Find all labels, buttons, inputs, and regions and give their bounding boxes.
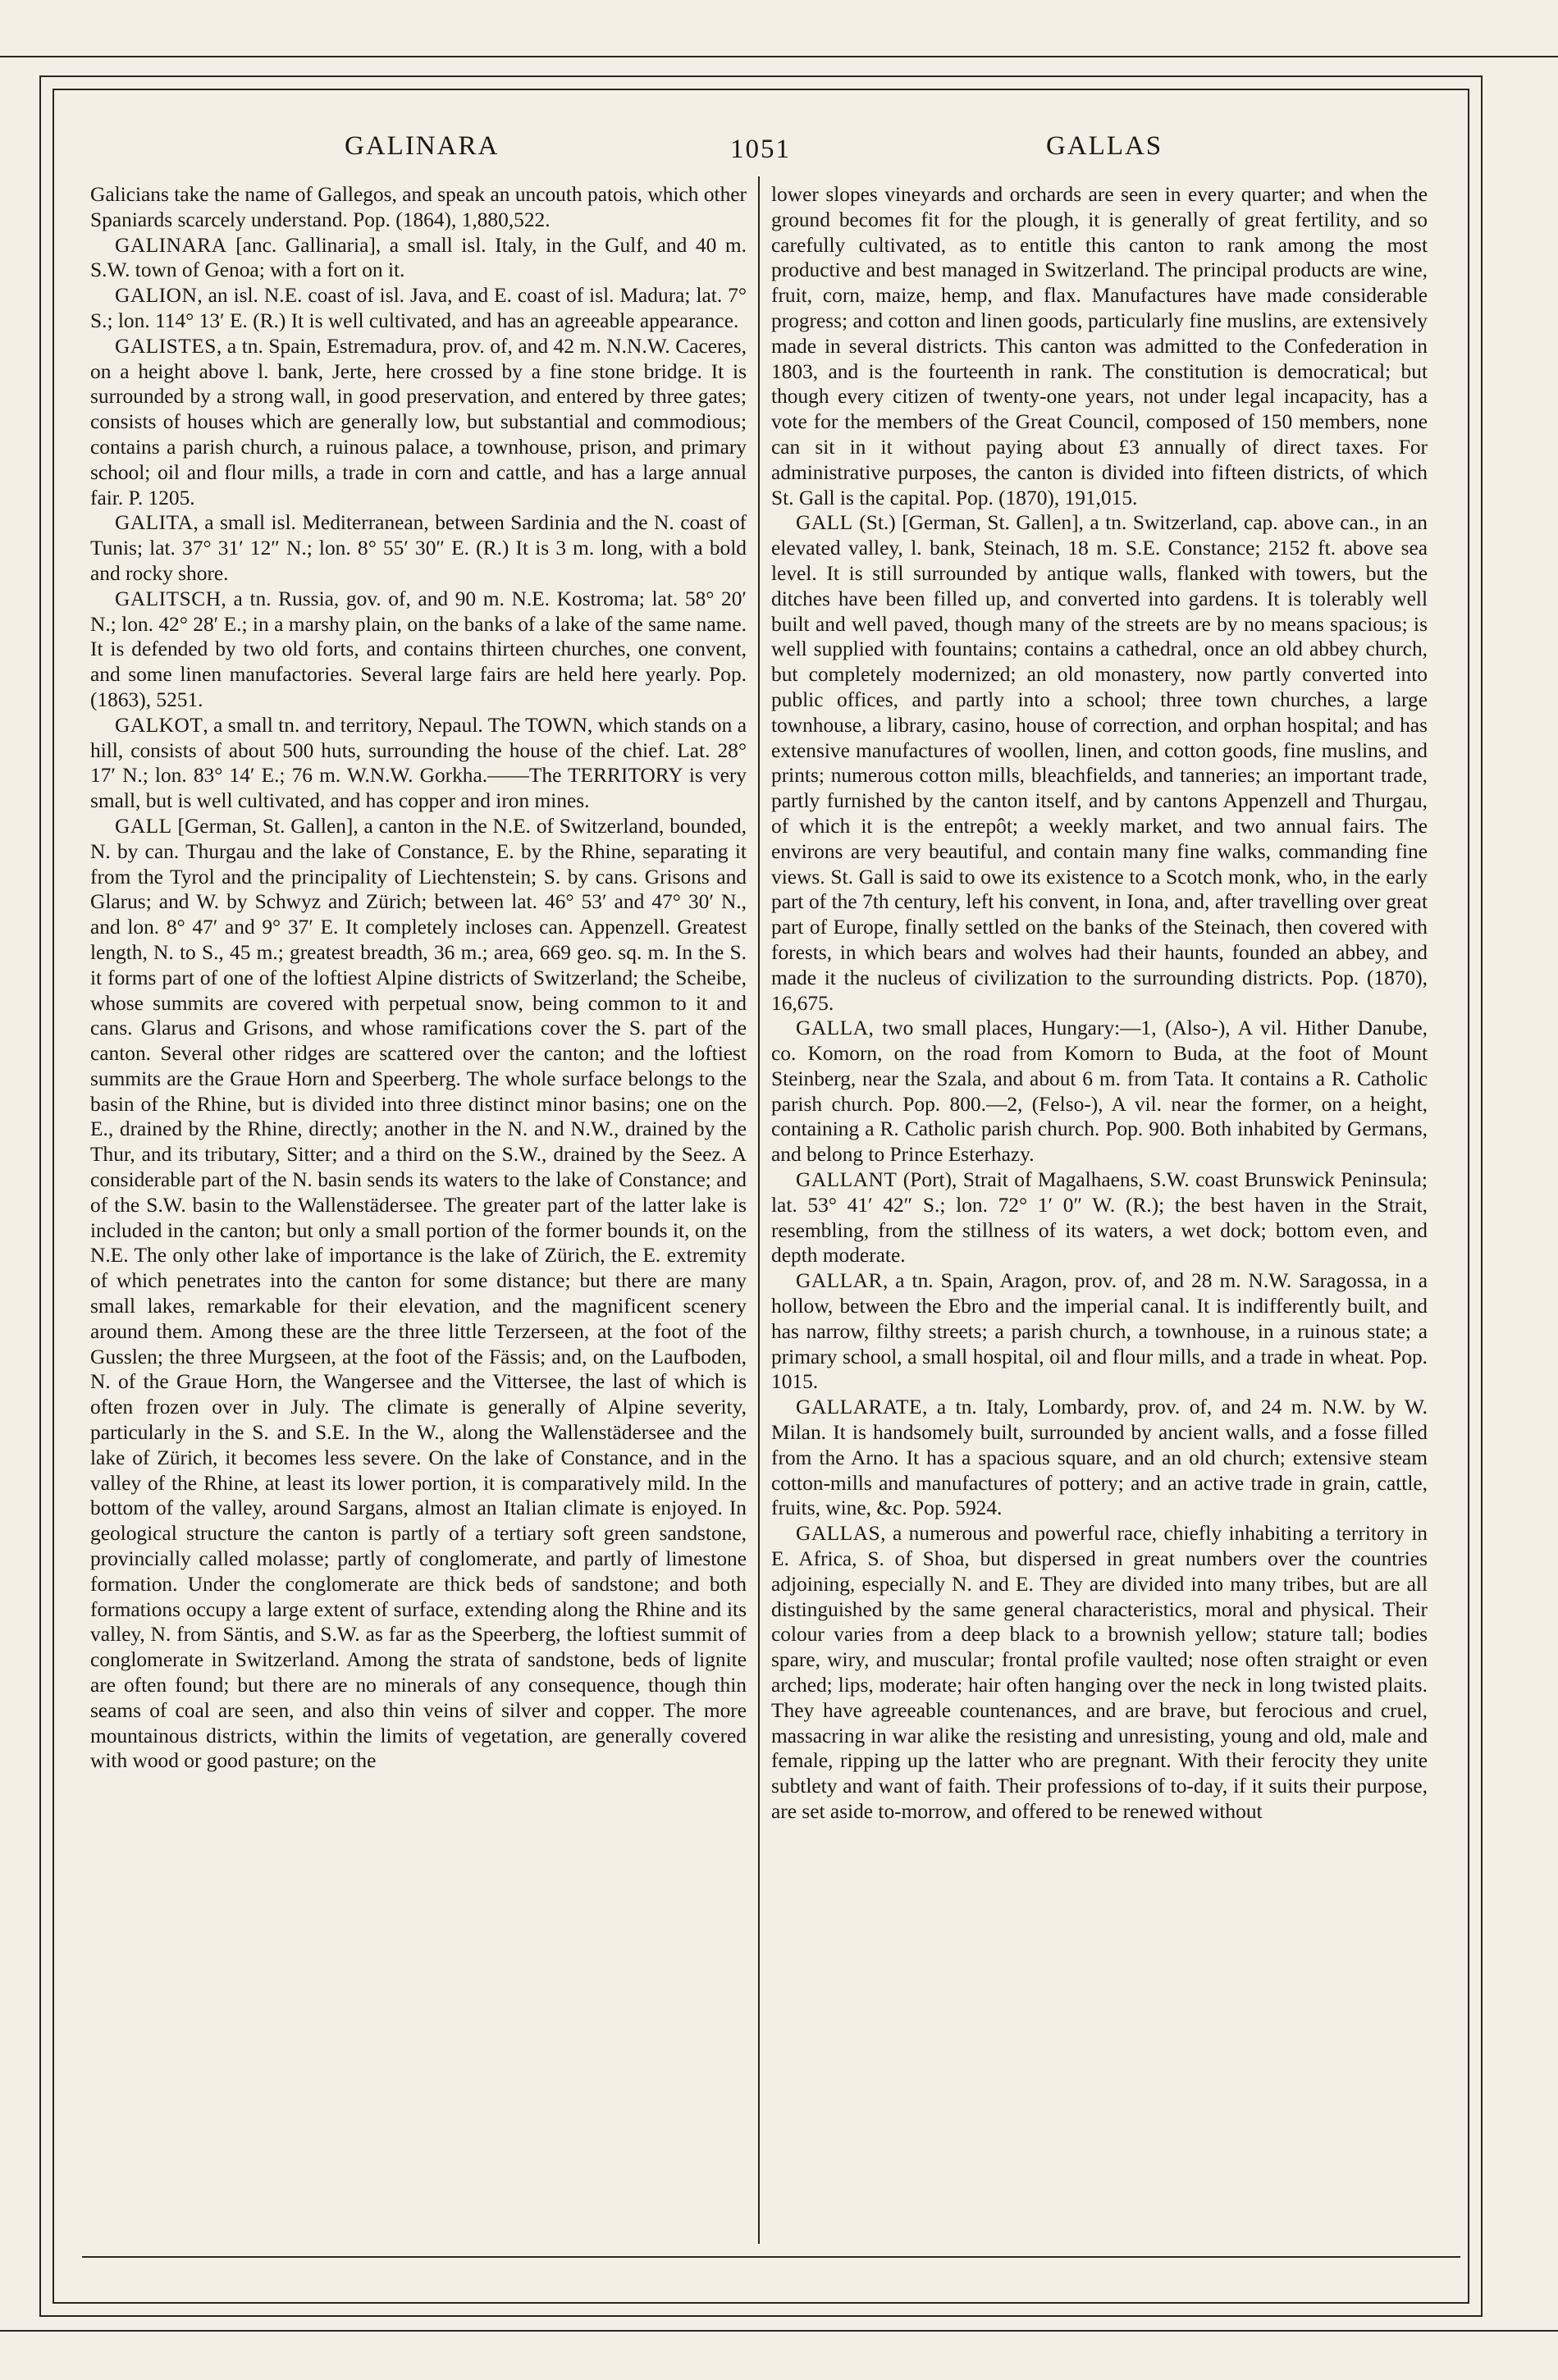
entry-text: , a tn. Russia, gov. of, and 90 m. N.E. Kostroma; lat. 58° 20′ N.; lon. 42° 28′ E.; in a marshy plain, on the banks of a lake of the same name. It is defended by two old forts, and contains thirteen churches, one convent, and some linen manufactories. Several large fairs are held here yearly. Pop. (1863), 5251. xyxy=(90,587,747,711)
entry-headword: GALKOT xyxy=(115,713,203,737)
entry-text: , a tn. Spain, Aragon, prov. of, and 28 m. N.W. Saragossa, in a hollow, between the Ebro and the imperial canal. It is indifferently built, and has narrow, filthy streets; a parish church, a townhouse, in a ruinous state; a primary school, a small hospital, oil and flour mills, and a trade in wheat. Pop. 1015. xyxy=(771,1269,1428,1394)
running-header xyxy=(82,123,1444,172)
bottom-rule xyxy=(82,2256,1460,2258)
entry-text: [German, St. Gallen], a canton in the N.E. of Switzerland, bounded, N. by can. Thurgau and the lake of Constance, E. by the Rhine, separating it from the Tyrol and the principality of Liechtenstein; S. by cans. Grisons and Glarus; and W. by Schwyz and Zürich; between lat. 46° 53′ and 47° 30′ N., and lon. 8° 47′ and 9° 37′ E. It completely incloses can. Appenzell. Greatest length, N. to S., 45 m.; greatest breadth, 36 m.; area, 669 geo. sq. m. In the S. it forms part of one of the loftiest Alpine districts of Switzerland; the Scheibe, whose summits are covered with perpetual snow, being common to it and cans. Glarus and Grisons, and whose ramifications cover the S. part of the canton. Several other ridges are scattered over the canton; and the loftiest summits are the Graue Horn and Speerberg. The whole surface belongs to the basin of the Rhine, but is divided into three distinct minor basins; one on the E., drained by the Rhine, directly; another in the N. and N.W., drained by the Thur, and its tributary, Sitter; and a third on the S.W., drained by the Seez. A considerable part of the N. basin sends its waters to the lake of Constance; and of the S.W. basin to the Wallenstädersee. The greater part of the latter lake is included in the canton; but only a small portion of the former bounds it, on the N.E. The only other lake of importance is the lake of Zürich, the E. extremity of which penetrates into the canton for some distance; but there are many small lakes, remarkable for their elevation, and the magnificent scenery around them. Among these are the three little Terzerseen, at the foot of the Gusslen; the three Murgseen, at the foot of the Fässis; and, on the Laufboden, N. of the Graue Horn, the Wangersee and the Vittersee, the last of which is often frozen over in July. The climate is generally of Alpine severity, particularly in the S. and S.E. In the W., along the Wallenstädersee and the lake of Zürich, it becomes less severe. On the lake of Constance, and in the valley of the Rhine, at least its lower portion, it is comparatively mild. In the bottom of the valley, around Sargans, almost an Italian climate is enjoyed. In geological structure the canton is partly of a tertiary soft green sandstone, provincially called molasse; partly of conglomerate, and partly of limestone formation. Under the conglomerate are thick beds of sandstone; and both formations occupy a large extent of surface, extending along the Rhine and its valley, N. from Säntis, and S.W. as far as the Speerberg, the loftiest summit of conglomerate in Switzerland. Among the strata of sandstone, beds of lignite are often found; but there are no minerals of any consequence, though thin seams of coal are seen, and also thin veins of silver and copper. The more mountainous districts, within the limits of vegetation, are generally covered with wood or good pasture; on the xyxy=(90,814,747,1773)
entry-headword: GALL xyxy=(115,814,172,838)
entry-headword: GALISTES xyxy=(115,334,217,358)
header-left-word: GALINARA xyxy=(345,131,500,161)
entry-headword: GALLANT xyxy=(796,1168,898,1192)
dictionary-entry xyxy=(90,334,747,511)
right-column xyxy=(771,182,1428,2250)
entry-text: (St.) [German, St. Gallen], a tn. Switzerland, cap. above can., in an elevated valley, l. bank, Steinach, 18 m. S.E. Constance; 2152 ft. above sea level. It is still surrounded by antique walls, flanked with towers, but the ditches have been filled up, and converted into gardens. It is tolerably well built and well paved, though many of the streets are by no means spacious; is well supplied with fountains; contains a cathedral, once an old abbey church, but completely modernized; an old monastery, now partly converted into public offices, and partly into a school; three town churches, a large townhouse, a library, casino, house of correction, and orphan hospital; and has extensive manufactures of woollen, linen, and cotton goods, fine muslins, and prints; numerous cotton mills, bleachfields, and tanneries; an important trade, partly furnished by the canton itself, and by cantons Appenzell and Thurgau, of which it is the entrepôt; a weekly market, and two annual fairs. The environs are very beautiful, and contain many fine walks, commanding fine views. St. Gall is said to owe its existence to a Scotch monk, who, in the early part of the 7th century, left his convent, in Iona, and, after travelling over great part of Europe, finally settled on the banks of the Steinach, then covered with forests, in which bears and wolves had their haunts, founded an abbey, and made it the nucleus of civilization to the surrounding districts. Pop. (1870), 16,675. xyxy=(771,511,1428,1015)
entry-headword: GALITA xyxy=(115,511,194,535)
dictionary-entry xyxy=(90,182,747,233)
dictionary-entry xyxy=(90,713,747,814)
dictionary-entry xyxy=(771,1521,1428,1825)
dictionary-entry xyxy=(771,510,1428,1016)
page-bottom-rule xyxy=(0,2330,1558,2332)
header-right-word: GALLAS xyxy=(1046,131,1163,161)
entry-text: , an isl. N.E. coast of isl. Java, and E. coast of isl. Madura; lat. 7° S.; lon. 114° 13′ E. (R.) It is well cultivated, and has an agreeable appearance. xyxy=(90,284,747,332)
entry-headword: GALINARA xyxy=(115,233,227,257)
dictionary-entry xyxy=(90,233,747,284)
dictionary-entry xyxy=(90,510,747,586)
dictionary-entry xyxy=(771,1016,1428,1167)
dictionary-entry xyxy=(90,587,747,713)
entry-headword: GALLA xyxy=(796,1016,869,1040)
entry-text: , a numerous and powerful race, chiefly inhabiting a territory in E. Africa, S. of Shoa, but dispersed in great numbers over the countries adjoining, especially N. and E. They are divided into many tribes, but are all distinguished by the same general characteristics, moral and physical. Their colour varies from a deep black to a brownish yellow; stature tall; bodies spare, wiry, and muscular; frontal profile vaulted; nose often straight or even arched; lips, moderate; hair often hanging over the neck in long twisted plaits. They have agreeable countenances, and are brave, but ferocious and cruel, massacring in war alike the resisting and unresisting, young and old, male and female, ripping up the latter who are pregnant. With their ferocity they unite subtlety and want of faith. Their professions of to-day, if it suits their purpose, are set aside to-morrow, and offered to be renewed without xyxy=(771,1522,1428,1823)
dictionary-entry xyxy=(771,1395,1428,1521)
entry-text: , a tn. Italy, Lombardy, prov. of, and 24 m. N.W. by W. Milan. It is handsomely built, surrounded by ancient walls, and a fosse filled from the Arno. It has a spacious square, and an old church; extensive steam cotton-mills and manufactures of pottery; and an active trade in grain, cattle, fruits, wine, &c. Pop. 5924. xyxy=(771,1396,1428,1520)
entry-text: (Port), Strait of Magalhaens, S.W. coast Brunswick Peninsula; lat. 53° 41′ 42″ S.; lon. 72° 1′ 0″ W. (R.); the best haven in the Strait, resembling, from the stillness of its waters, a wet dock; bottom even, and depth moderate. xyxy=(771,1168,1428,1268)
dictionary-entry xyxy=(771,182,1428,510)
dictionary-entry xyxy=(771,1167,1428,1268)
top-rule xyxy=(0,56,1558,57)
entry-text: , a small tn. and territory, Nepaul. The TOWN, which stands on a hill, consists of about 500 huts, surrounding the house of the chief. Lat. 28° 17′ N.; lon. 83° 14′ E.; 76 m. W.N.W. Gorkha.——The TERRITORY is very small, but is well cultivated, and has copper and iron mines. xyxy=(90,713,747,813)
entry-text: , a tn. Spain, Estremadura, prov. of, and 42 m. N.N.W. Caceres, on a height above l. bank, Jerte, here crossed by a fine stone bridge. It is surrounded by a strong wall, in good preservation, and entered by three gates; consists of houses which are generally low, but substantial and commodious; contains a parish church, a ruinous palace, a townhouse, prison, and primary school; oil and flour mills, a trade in corn and cattle, and has a large annual fair. P. 1205. xyxy=(90,334,747,509)
column-divider xyxy=(758,176,760,2244)
entry-headword: GALL xyxy=(796,511,853,535)
entry-headword: GALLARATE xyxy=(796,1396,923,1419)
entry-headword: GALION xyxy=(115,284,198,308)
entry-text: [anc. Gallinaria], a small isl. Italy, in the Gulf, and 40 m. S.W. town of Genoa; with a fort on it. xyxy=(90,233,747,282)
entry-text: lower slopes vineyards and orchards are seen in every quarter; and when the ground becomes fit for the plough, it is generally of great fertility, and so carefully cultivated, as to entitle this canton to rank among the most productive and best managed in Switzerland. The principal products are wine, fruit, corn, maize, hemp, and flax. Manufactures have made considerable progress; and cotton and linen goods, particularly fine muslins, are extensively made in several districts. This canton was admitted to the Confederation in 1803, and is the fourteenth in rank. The constitution is democratical; but though every citizen of twenty-one years, not under legal incapacity, has a vote for the members of the Great Council, composed of 150 members, none can sit in it without paying about £3 annually of direct taxes. For administrative purposes, the canton is divided into fifteen districts, of which St. Gall is the capital. Pop. (1870), 191,015. xyxy=(771,183,1428,509)
entry-headword: GALITSCH xyxy=(115,587,222,610)
dictionary-entry xyxy=(90,814,747,1774)
entry-headword: GALLAS xyxy=(796,1522,881,1546)
dictionary-entry xyxy=(771,1268,1428,1395)
entry-text: Galicians take the name of Gallegos, and speak an uncouth patois, which other Spaniards scarcely understand. Pop. (1864), 1,880,522. xyxy=(90,183,747,231)
entry-text: , two small places, Hungary:—1, (Also-), A vil. Hither Danube, co. Komorn, on the road from Komorn to Buda, at the foot of Mount Steinberg, near the Szala, and about 6 m. from Tata. It contains a R. Catholic parish church. Pop. 800.—2, (Felso-), A vil. near the former, on a height, containing a R. Catholic parish church. Pop. 900. Both inhabited by Germans, and belong to Prince Esterhazy. xyxy=(771,1016,1428,1167)
dictionary-entry xyxy=(90,283,747,334)
left-column xyxy=(90,182,747,2250)
entry-text: , a small isl. Mediterranean, between Sardinia and the N. coast of Tunis; lat. 37° 31′ 12″ N.; lon. 8° 55′ 30″ E. (R.) It is 3 m. long, with a bold and rocky shore. xyxy=(90,511,747,585)
entry-headword: GALLAR xyxy=(796,1269,883,1293)
page-number: 1051 xyxy=(730,135,791,164)
